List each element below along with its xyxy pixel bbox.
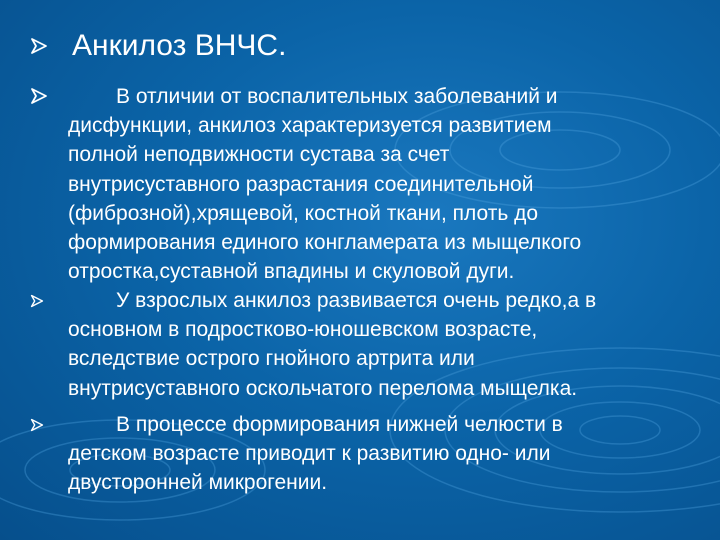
slide-title: Анкилоз ВНЧС. xyxy=(72,29,287,62)
paragraph-line: В отличии от воспалительных заболеваний и xyxy=(116,85,558,108)
paragraph-line: В процессе формирования нижней челюсти в xyxy=(116,413,563,436)
paragraph-3 xyxy=(68,410,708,498)
paragraph-line: (фиброзной),хрящевой, костной ткани, плоть до xyxy=(68,201,539,225)
paragraph-line: вследствие острого гнойного артрита или xyxy=(68,347,475,371)
paragraph-line: внутрисуставного оскольчатого перелома мыщелка. xyxy=(68,376,578,400)
paragraph-line: детском возрасте приводит к развитию одно- или xyxy=(68,442,551,466)
paragraph-line: полной неподвижности сустава за счет xyxy=(68,143,450,167)
paragraph-line: внутрисуставного разрастания соединительной xyxy=(68,172,534,196)
paragraph-line: формирования единого конгламерата из мыщелкого xyxy=(68,231,582,255)
paragraph-1 xyxy=(68,82,708,286)
paragraph-line: дисфункции, анкилоз характеризуется развитием xyxy=(68,114,552,138)
paragraph-line: У взрослых анкилоз развивается очень редко,а в xyxy=(116,289,597,312)
paragraph-line: основном в подростково-юношевском возрасте, xyxy=(68,318,538,342)
paragraph-2 xyxy=(68,286,708,403)
arrowhead-bullet-icon xyxy=(30,37,48,55)
arrowhead-bullet-icon xyxy=(30,87,48,105)
arrowhead-bullet-icon xyxy=(30,418,44,432)
arrowhead-bullet-icon xyxy=(30,294,44,308)
paragraph-line: двусторонней микрогении. xyxy=(68,471,328,495)
paragraph-line: отростка,суставной впадины и скуловой дуги. xyxy=(68,260,515,284)
